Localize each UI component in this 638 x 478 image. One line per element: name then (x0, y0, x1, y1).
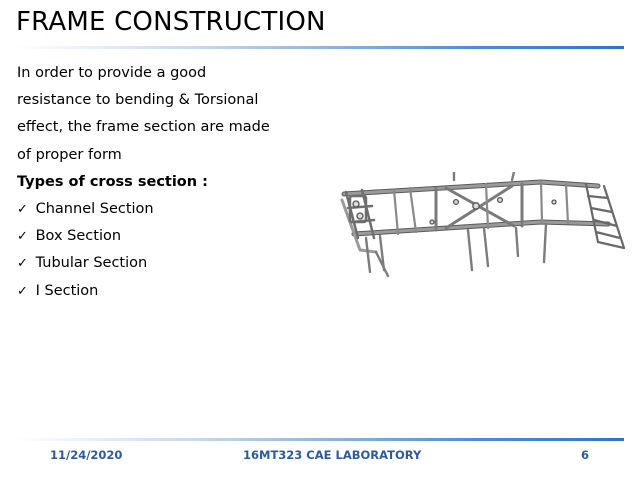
footer-rule (14, 438, 624, 441)
vehicle-chassis-frame-icon (336, 172, 636, 282)
list-item-label: Tubular Section (35, 255, 148, 272)
check-icon: ✓ (17, 229, 28, 245)
list-item-label: I Section (35, 282, 99, 299)
footer-course: 16MT323 CAE LABORATORY (243, 448, 422, 462)
list-item-label: Box Section (35, 228, 122, 245)
list-item-label: Channel Section (35, 201, 154, 218)
intro-line: of proper form (17, 146, 122, 163)
title-underline (14, 46, 624, 49)
cross-section-list (17, 196, 347, 305)
intro-line: In order to provide a good (17, 65, 207, 81)
list-item (17, 196, 347, 223)
slide-body (17, 60, 347, 305)
slide-title: FRAME CONSTRUCTION (16, 7, 326, 37)
list-item (17, 223, 347, 250)
check-icon: ✓ (17, 283, 28, 299)
footer-date: 11/24/2020 (50, 448, 123, 462)
intro-line: resistance to bending & Torsional (17, 92, 259, 109)
list-item (17, 250, 347, 277)
types-heading: Types of cross section : (17, 173, 208, 190)
intro-line: effect, the frame section are made (17, 119, 270, 136)
check-icon: ✓ (17, 256, 28, 272)
check-icon: ✓ (17, 202, 28, 218)
page-number: 6 (581, 448, 590, 462)
list-item (17, 278, 347, 305)
